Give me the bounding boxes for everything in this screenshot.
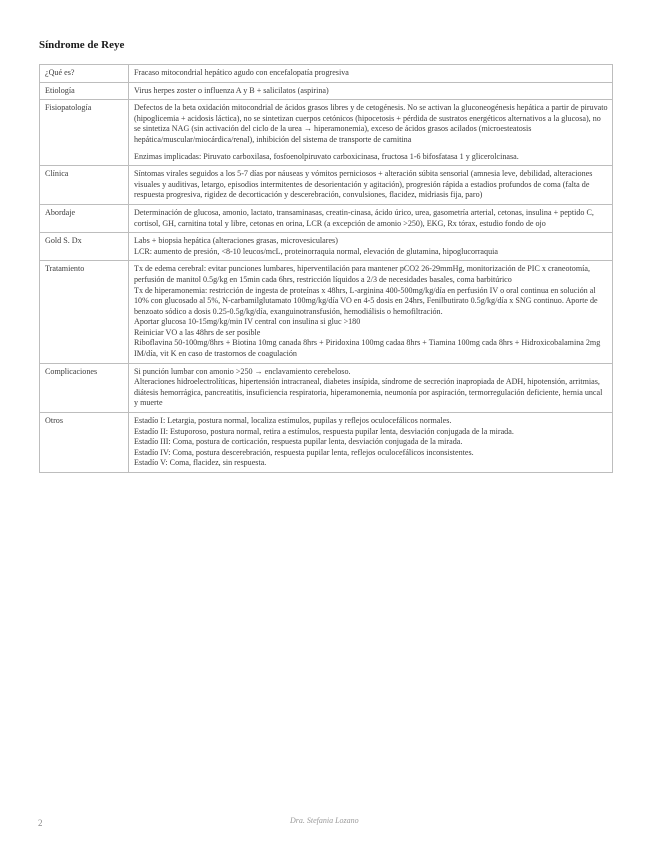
page-title: Síndrome de Reye — [39, 39, 125, 51]
row-label: Clínica — [40, 166, 129, 205]
reye-summary-table — [39, 64, 613, 473]
table-row — [40, 100, 613, 166]
content-line: Virus herpes zoster o influenza A y B + salicilatos (aspirina) — [134, 85, 329, 95]
content-line: Reiniciar VO a las 48hrs de ser posible — [134, 327, 261, 337]
content-line: Defectos de la beta oxidación mitocondrial de ácidos grasos libres y de cetogénesis. No se activan la gluconeogénesis hepática a partir de piruvato (hipoglicemia + acidosis láctica), no se sintetizan cuerpos cetónicos (hipocetosis + pérdida de sustratos energéticos alternativos a la glucosa), no se sintetiza NAG (sin activación del ciclo de la urea → hiperamonemia), exceso de ácidos grasos acilados (microesteatosis hepática/muscular/miocárdica/renal), inhibición del sistema de transporte de carnitina — [134, 103, 608, 144]
row-label: Fisiopatología — [40, 100, 129, 166]
content-line: Determinación de glucosa, amonio, lactato, transaminasas, creatin-cinasa, ácido úrico, urea, gasometría arterial, cetonas, insulina + peptido C, cortisol, GH, carnitina total y libre, cetonas en orina, LCR (a excepción de amonio >250), EKG, Rx tórax, estudio fondo de ojo — [134, 207, 594, 228]
row-label: Complicaciones — [40, 363, 129, 412]
page-number: 2 — [38, 818, 43, 828]
table-row — [40, 261, 613, 363]
content-line: Estadío II: Estuporoso, postura normal, retira a estímulos, respuesta pupilar lenta, desviación conjugada de la mirada. — [134, 426, 514, 436]
row-label: Tratamiento — [40, 261, 129, 363]
row-content — [129, 166, 613, 205]
content-line: Labs + biopsia hepática (alteraciones grasas, microvesiculares) — [134, 236, 338, 246]
row-content — [129, 261, 613, 363]
row-label: Gold S. Dx — [40, 233, 129, 261]
content-line: Tx de hiperamonemia: restricción de ingesta de proteínas x 48hrs, L-arginina 400-500mg/kg/día en perfusión IV o oral continua en solución al 10% con glucosado al 5%, N-carbamilglutamato 100mg/kg/día VO en 4-5 dosis en 24hrs, Fenilbutirato 0.5g/kg/día x SNG continuo. Aporte de benzoato sódico a dosis 0.25-0.5g/kg/día, exanguinotransfusión, hemodiálisis o hemofiltración. — [134, 285, 598, 316]
table-row — [40, 233, 613, 261]
content-line: Tx de edema cerebral: evitar punciones lumbares, hiperventilación para mantener pCO2 26-29mmHg, monitorización de PIC x craneotomía, perfusión de manitol 0.5g/kg en 15min cada 6hrs, restricción líquidos a 2/3 de necesidades basales, coma barbitúrico — [134, 264, 591, 284]
table-row — [40, 166, 613, 205]
row-content — [129, 100, 613, 166]
content-line: Fracaso mitocondrial hepático agudo con encefalopatía progresiva — [134, 68, 349, 77]
table-row — [40, 82, 613, 100]
row-label: Otros — [40, 413, 129, 473]
content-line: Si punción lumbar con amonio >250 → enclavamiento cerebeloso. — [134, 366, 351, 376]
row-content — [129, 65, 613, 83]
content-line: Estadío III: Coma, postura de corticación, respuesta pupilar lenta, desviación conjugada de la mirada. — [134, 437, 463, 447]
content-line: LCR: aumento de presión, <8-10 leucos/mcL, proteinorraquia normal, elevación de glutamina, hipoglucorraquia — [134, 246, 498, 256]
row-label: Etiología — [40, 82, 129, 100]
content-line: Aportar glucosa 10-15mg/kg/min IV central con insulina si gluc >180 — [134, 317, 361, 327]
content-line: Estadío IV: Coma, postura descerebración, respuesta pupilar lenta, reflejos oculocefálicos inconsistentes. — [134, 447, 474, 457]
row-content — [129, 413, 613, 473]
row-label: ¿Qué es? — [40, 65, 129, 83]
content-line: Enzimas implicadas: Piruvato carboxilasa, fosfoenolpiruvato carboxicinasa, fructosa 1-6 bifosfatasa 1 y glicerolcinasa. — [134, 151, 519, 161]
table-row — [40, 363, 613, 412]
row-content — [129, 233, 613, 261]
row-label: Abordaje — [40, 204, 129, 232]
content-line: Síntomas virales seguidos a los 5-7 días por náuseas y vómitos perniciosos + alteración súbita sensorial (amnesia leve, debilidad, alteraciones visuales y auditivas, letargo, episodios intermitentes de desorientación y agitación), progresión rápida a estadios profundos de coma (falta de respuesta progresiva, rigidez de decorticación y descerebración, convulsiones, flacidez, midriasis fija, paro) — [134, 169, 593, 200]
table-row — [40, 204, 613, 232]
table-row — [40, 413, 613, 473]
author-signature: Dra. Stefania Lozano — [290, 816, 359, 825]
content-line: Riboflavina 50-100mg/8hrs + Biotina 10mg canada 8hrs + Piridoxina 100mg cadaa 8hrs + Tiamina 100mg cada 8hrs + Hidroxicobalamina 2mg IM/día, vit K en caso de trastornos de coagulación — [134, 338, 601, 359]
row-content — [129, 82, 613, 100]
table-row — [40, 65, 613, 83]
content-line: Estadío I: Letargia, postura normal, localiza estímulos, pupilas y reflejos oculocefálicos normales. — [134, 416, 452, 426]
row-content — [129, 204, 613, 232]
row-content — [129, 363, 613, 412]
content-line: Alteraciones hidroelectrolíticas, hipertensión intracraneal, diabetes insípida, síndrome de secreción inapropiada de ADH, hipotensión, arritmias, diátesis hemorrágica, pancreatitis, insuficiencia respiratoria, hiperamonemia, neumonía por aspiración, termorregulación deficiente, hernia uncal y muerte — [134, 377, 603, 408]
content-line: Estadío V: Coma, flacidez, sin respuesta. — [134, 458, 267, 468]
